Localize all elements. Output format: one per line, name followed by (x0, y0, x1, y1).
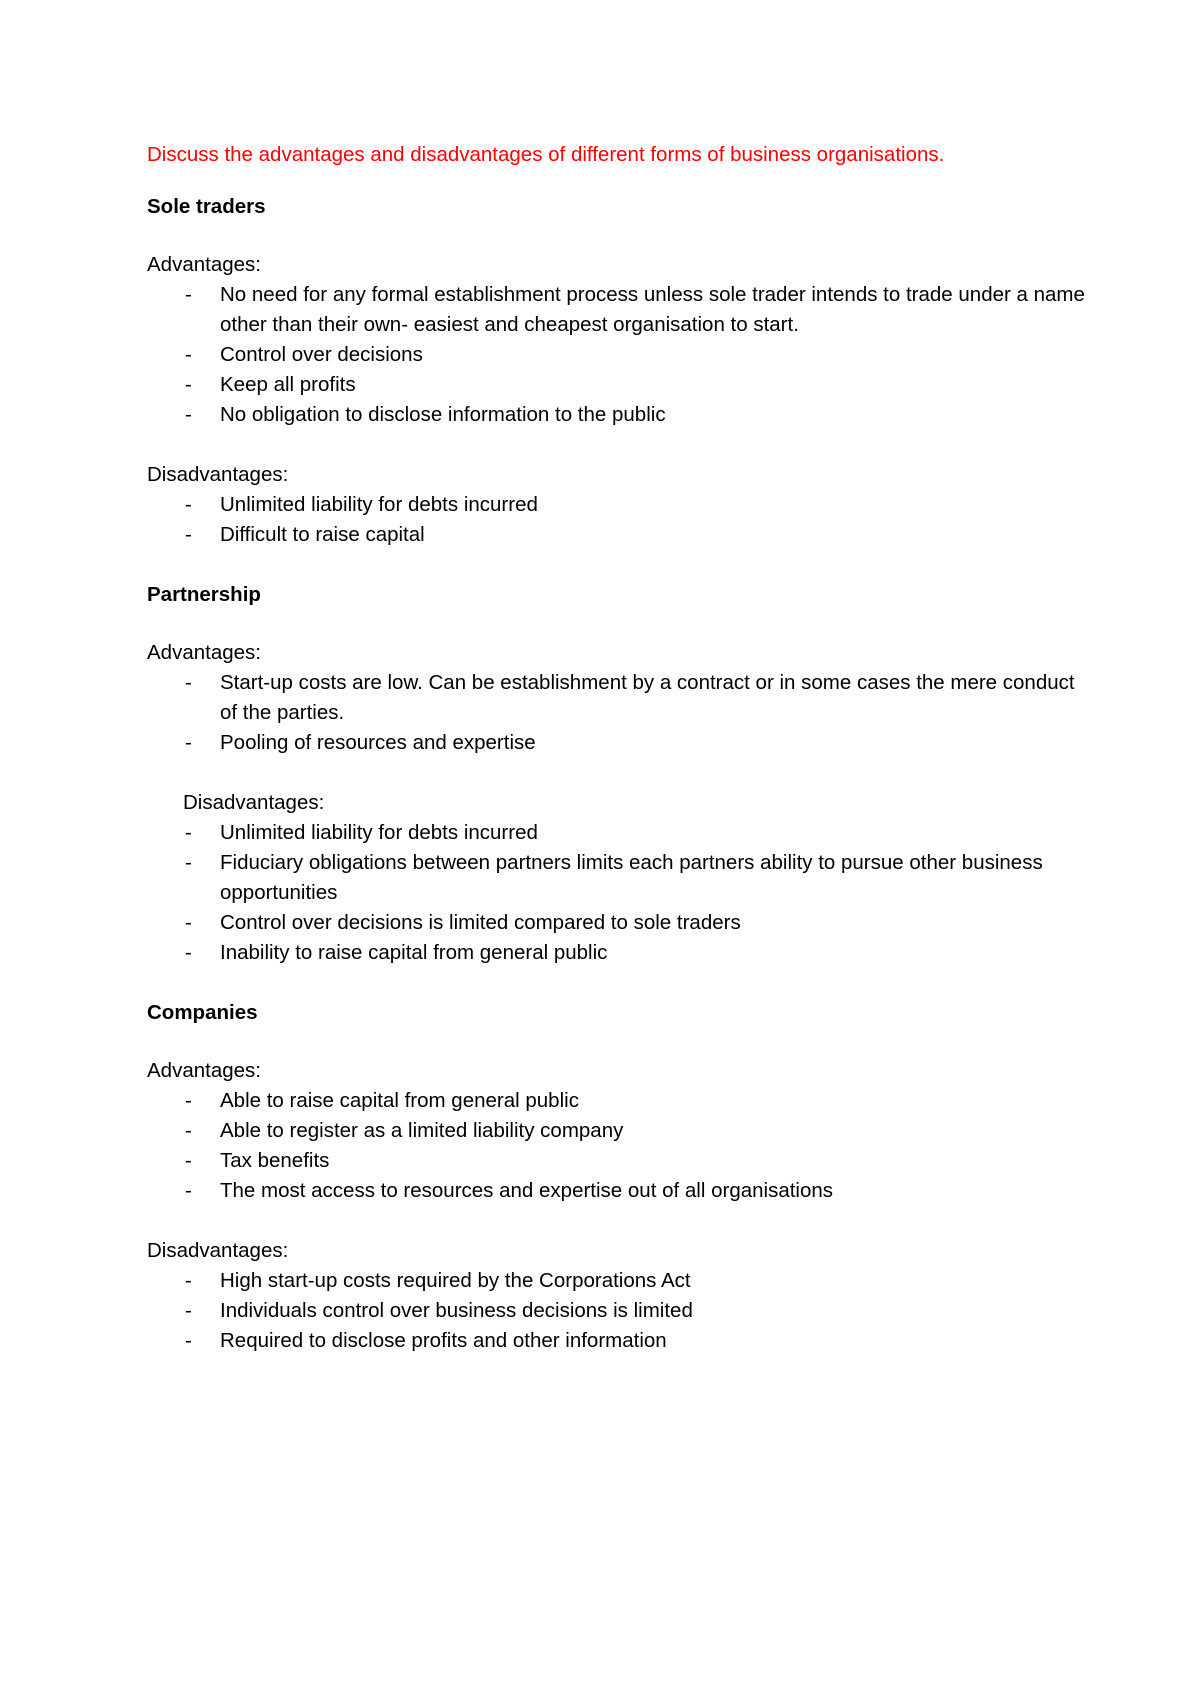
disadvantages-label: Disadvantages: (183, 791, 325, 814)
list-item: - No need for any formal establishment process unless sole trader intends to trade under a name other than their own- easiest and cheapest organisation to start. (147, 280, 1097, 340)
list-item: - Start-up costs are low. Can be establishment by a contract or in some cases the mere conduct of the parties. (147, 668, 1097, 728)
list-item: - Control over decisions is limited compared to sole traders (147, 908, 1097, 938)
list-item: - Control over decisions (147, 340, 1097, 370)
list-item: - The most access to resources and expertise out of all organisations (147, 1176, 1097, 1206)
list-item: - High start-up costs required by the Corporations Act (147, 1266, 1097, 1296)
list-item: - Individuals control over business decisions is limited (147, 1296, 1097, 1326)
advantages-label: Advantages: (147, 641, 261, 664)
prompt-heading: Discuss the advantages and disadvantages of different forms of business organisations. (147, 143, 945, 166)
section-sole-traders (147, 192, 1097, 550)
list-item: - Tax benefits (147, 1146, 1097, 1176)
advantages-list (147, 1086, 1097, 1206)
list-item: - No obligation to disclose information to the public (147, 400, 1097, 430)
list-item: - Inability to raise capital from general public (147, 938, 1097, 968)
disadvantages-label: Disadvantages: (147, 1239, 289, 1262)
advantages-list (147, 668, 1097, 758)
list-item: - Unlimited liability for debts incurred (147, 490, 1097, 520)
list-item: - Difficult to raise capital (147, 520, 1097, 550)
advantages-label: Advantages: (147, 253, 261, 276)
list-item: - Required to disclose profits and other information (147, 1326, 1097, 1356)
list-item: - Able to register as a limited liability company (147, 1116, 1097, 1146)
section-companies (147, 998, 1097, 1356)
advantages-label: Advantages: (147, 1059, 261, 1082)
section-partnership (147, 580, 1097, 968)
disadvantages-label: Disadvantages: (147, 463, 289, 486)
disadvantages-list (147, 818, 1097, 968)
list-item: - Unlimited liability for debts incurred (147, 818, 1097, 848)
document-page (147, 140, 1097, 1386)
list-item: - Pooling of resources and expertise (147, 728, 1097, 758)
section-title: Companies (147, 1001, 258, 1024)
advantages-list (147, 280, 1097, 430)
section-title: Sole traders (147, 195, 266, 218)
section-title: Partnership (147, 583, 261, 606)
list-item: - Able to raise capital from general public (147, 1086, 1097, 1116)
disadvantages-list (147, 490, 1097, 550)
list-item: - Keep all profits (147, 370, 1097, 400)
list-item: - Fiduciary obligations between partners limits each partners ability to pursue other business opportunities (147, 848, 1097, 908)
disadvantages-list (147, 1266, 1097, 1356)
